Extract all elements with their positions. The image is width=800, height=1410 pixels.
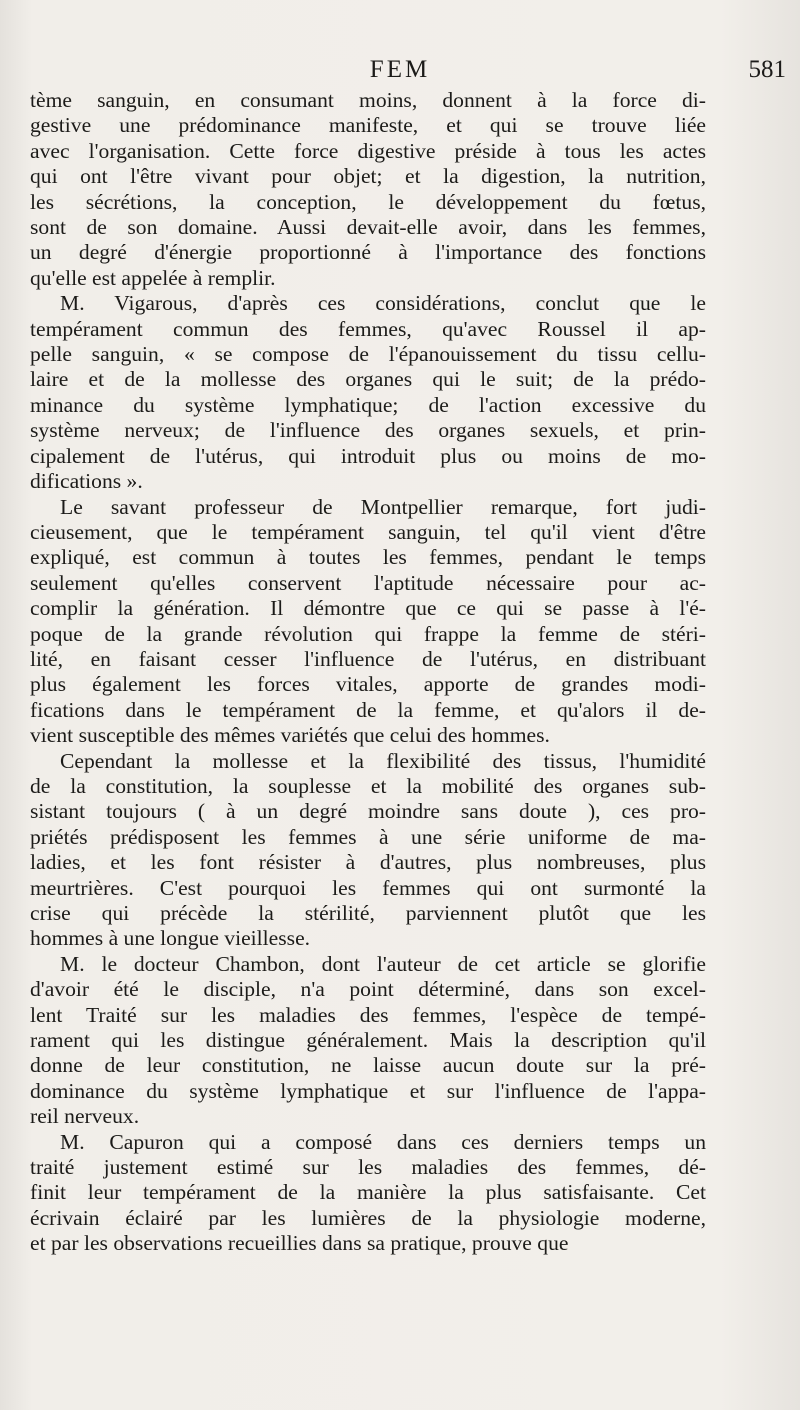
text-line: priétés prédisposent les femmes à une série uniforme de ma- <box>30 824 706 849</box>
text-line: et par les observations recueillies dans sa pratique, prouve que <box>30 1231 569 1256</box>
text-line: fications dans le tempérament de la femme, et qu'alors il de- <box>30 697 706 722</box>
text-line: d'avoir été le disciple, n'a point déterminé, dans son excel- <box>30 977 706 1002</box>
text-line: lité, en faisant cesser l'influence de l'utérus, en distribuant <box>30 646 706 671</box>
paragraph <box>30 88 706 291</box>
text-line: qui ont l'être vivant pour objet; et la digestion, la nutrition, <box>30 164 706 189</box>
text-line: cieusement, que le tempérament sanguin, tel qu'il vient d'être <box>30 519 706 544</box>
text-line: laire et de la mollesse des organes qui le suit; de la prédo- <box>30 367 706 392</box>
text-line: système nerveux; de l'influence des organes sexuels, et prin- <box>30 418 706 443</box>
text-line: Cependant la mollesse et la flexibilité des tissus, l'humidité <box>60 748 706 773</box>
text-line: qu'elle est appelée à remplir. <box>30 265 276 290</box>
paragraph <box>30 291 706 494</box>
text-line: vient susceptible des mêmes variétés que celui des hommes. <box>30 723 550 748</box>
text-line: seulement qu'elles conservent l'aptitude nécessaire pour ac- <box>30 570 706 595</box>
text-line: un degré d'énergie proportionné à l'importance des fonctions <box>30 240 706 265</box>
text-line: écrivain éclairé par les lumières de la physiologie moderne, <box>30 1205 706 1230</box>
paragraph <box>30 749 706 952</box>
text-line: les sécrétions, la conception, le développement du fœtus, <box>30 189 706 214</box>
text-line: minance du système lymphatique; de l'action excessive du <box>30 392 706 417</box>
text-line: tempérament commun des femmes, qu'avec Roussel il ap- <box>30 316 706 341</box>
text-line: gestive une prédominance manifeste, et qui se trouve liée <box>30 113 706 138</box>
text-line: finit leur tempérament de la manière la plus satisfaisante. Cet <box>30 1180 706 1205</box>
text-line: M. Capuron qui a composé dans ces derniers temps un <box>60 1129 706 1154</box>
text-line: plus également les forces vitales, apporte de grandes modi- <box>30 672 706 697</box>
text-line: difications ». <box>30 469 143 494</box>
text-line: ladies, et les font résister à d'autres, plus nombreuses, plus <box>30 850 706 875</box>
page-header <box>0 54 800 88</box>
text-line: donne de leur constitution, ne laisse aucun doute sur la pré- <box>30 1053 706 1078</box>
page-number: 581 <box>748 56 786 83</box>
paragraph <box>30 1130 706 1257</box>
text-line: reil nerveux. <box>30 1104 140 1129</box>
text-line: avec l'organisation. Cette force digestive préside à tous les actes <box>30 138 706 163</box>
text-line: traité justement estimé sur les maladies des femmes, dé- <box>30 1155 706 1180</box>
text-line: rament qui les distingue généralement. Mais la description qu'il <box>30 1028 706 1053</box>
text-line: M. le docteur Chambon, dont l'auteur de cet article se glorifie <box>60 951 706 976</box>
paragraph <box>30 952 706 1130</box>
text-line: poque de la grande révolution qui frappe la femme de stéri- <box>30 621 706 646</box>
text-line: lent Traité sur les maladies des femmes, l'espèce de tempé- <box>30 1002 706 1027</box>
text-line: meurtrières. C'est pourquoi les femmes qui ont surmonté la <box>30 875 706 900</box>
text-line: tème sanguin, en consumant moins, donnent à la force di- <box>30 88 706 112</box>
text-line: hommes à une longue vieillesse. <box>30 926 311 951</box>
body-text <box>30 88 706 1257</box>
running-head: FEM <box>369 56 431 83</box>
text-line: Le savant professeur de Montpellier remarque, fort judi- <box>60 494 706 519</box>
paragraph <box>30 495 706 749</box>
text-line: expliqué, est commun à toutes les femmes, pendant le temps <box>30 545 706 570</box>
text-line: sistant toujours ( à un degré moindre sans doute ), ces pro- <box>30 799 706 824</box>
text-line: pelle sanguin, « se compose de l'épanouissement du tissu cellu- <box>30 342 706 367</box>
text-line: M. Vigarous, d'après ces considérations, conclut que le <box>60 291 706 316</box>
text-line: complir la génération. Il démontre que ce qui se passe à l'é- <box>30 596 706 621</box>
text-line: sont de son domaine. Aussi devait-elle avoir, dans les femmes, <box>30 215 706 240</box>
text-line: cipalement de l'utérus, qui introduit plus ou moins de mo- <box>30 443 706 468</box>
text-line: dominance du système lymphatique et sur l'influence de l'appa- <box>30 1078 706 1103</box>
text-line: de la constitution, la souplesse et la mobilité des organes sub- <box>30 773 706 798</box>
text-line: crise qui précède la stérilité, parviennent plutôt que les <box>30 901 706 925</box>
